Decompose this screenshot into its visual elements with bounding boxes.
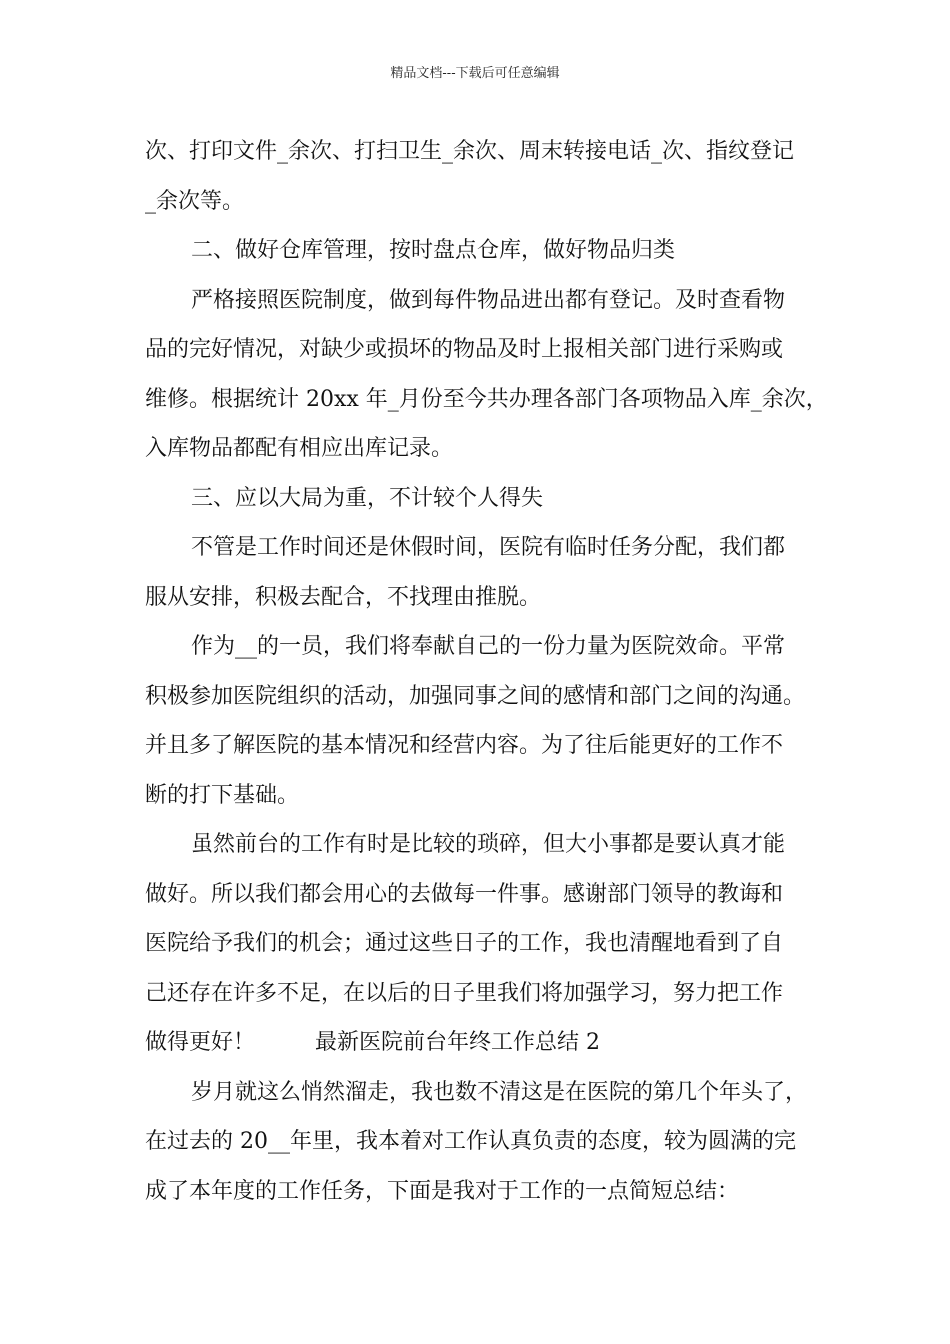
text-line-10: 服从安排，积极去配合，不找理由推脱。 — [145, 584, 542, 610]
text-line-20: 岁月就这么悄然溜走，我也数不清这是在医院的第几个年头了， — [191, 1079, 808, 1105]
text-line-4: 严格接照医院制度，做到每件物品进出都有登记。及时查看物 — [191, 287, 786, 313]
text-line-17: 医院给予我们的机会；通过这些日子的工作，我也清醒地看到了自 — [145, 931, 784, 956]
text-line-5: 品的完好情况，对缺少或损坏的物品及时上报相关部门进行采购或 — [145, 337, 784, 362]
mixed-line — [145, 1018, 830, 1068]
text-line-18: 己还存在许多不足，在以后的日子里我们将加强学习，努力把工作 — [145, 980, 784, 1006]
text-line-14: 断的打下基础。 — [145, 782, 300, 808]
text-line-11: 作为__的一员，我们将奉献自己的一份力量为医院效命。平常 — [191, 634, 786, 659]
document-body — [145, 127, 830, 1216]
text-line-12: 积极参加医院组织的活动，加强同事之间的感情和部门之间的沟通。 — [145, 683, 806, 709]
text-line-2: _余次等。 — [145, 188, 245, 214]
section-heading-2: 二、做好仓库管理，按时盘点仓库，做好物品归类 — [191, 238, 676, 263]
text-line-9: 不管是工作时间还是休假时间，医院有临时任务分配，我们都 — [191, 535, 786, 560]
text-line-15: 虽然前台的工作有时是比较的琐碎，但大小事都是要认真才能 — [191, 832, 786, 857]
text-line-1: 次、打印文件_余次、打扫卫生_余次、周末转接电话_次、指纹登记 — [145, 139, 795, 164]
text-line-22: 成了本年度的工作任务，下面是我对于工作的一点简短总结： — [145, 1178, 740, 1204]
section-title-2: 最新医院前台年终工作总结 2 — [315, 1030, 601, 1055]
page-header: 精品文档---下载后可任意编辑 — [390, 66, 560, 81]
mixed-line-left: 做得更好！ — [145, 1030, 256, 1055]
text-line-6: 维修。根据统计 20xx 年_月份至今共办理各部门各项物品入库_余次， — [145, 386, 828, 412]
text-line-16: 做好。所以我们都会用心的去做每一件事。感谢部门领导的教诲和 — [145, 881, 784, 907]
text-line-7: 入库物品都配有相应出库记录。 — [145, 436, 454, 461]
text-line-21: 在过去的 20__年里，我本着对工作认真负责的态度，较为圆满的完 — [145, 1129, 796, 1154]
section-heading-3: 三、应以大局为重，不计较个人得失 — [191, 485, 544, 511]
text-line-13: 并且多了解医院的基本情况和经营内容。为了往后能更好的工作不 — [145, 733, 784, 758]
